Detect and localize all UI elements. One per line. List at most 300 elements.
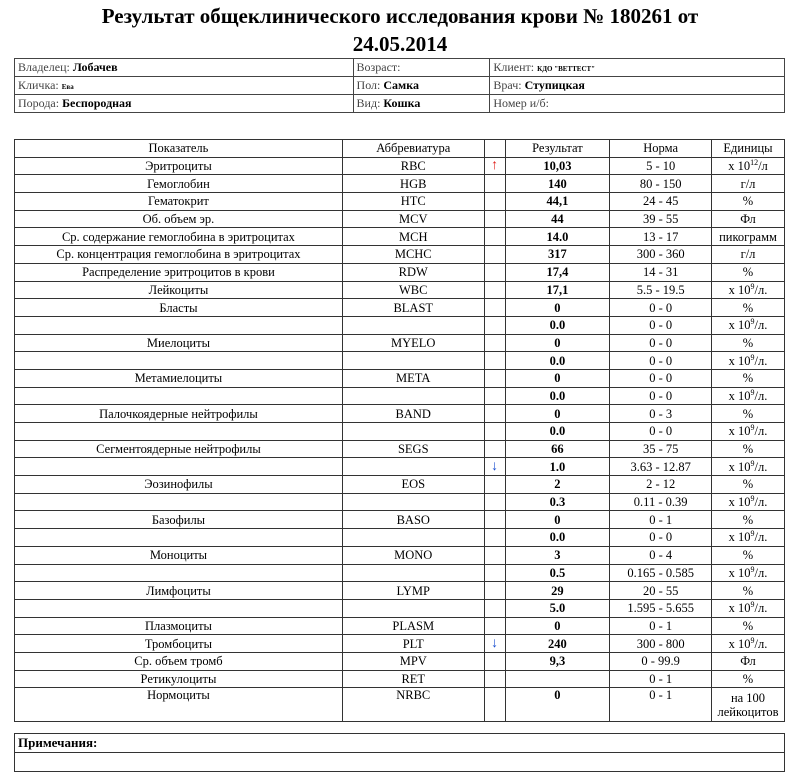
row-name: Сегментоядерные нейтрофилы (15, 440, 343, 458)
header-result: Результат (505, 140, 610, 158)
row-units (712, 529, 785, 547)
row-norm: 0 - 0 (610, 316, 712, 334)
row-units (712, 670, 785, 688)
row-flag (484, 316, 505, 334)
row-abbr: PLT (342, 635, 484, 653)
unit-base: % (742, 300, 754, 315)
row-flag (484, 405, 505, 423)
unit-tail: /л. (754, 424, 768, 439)
info-row-1 (15, 59, 785, 77)
unit-exponent: 9 (750, 600, 755, 610)
arrow-up-icon: ↑ (484, 157, 505, 175)
row-name (15, 423, 343, 441)
unit-tail: /л. (754, 388, 768, 403)
unit-base: % (742, 194, 754, 209)
unit-exponent: 9 (750, 529, 755, 539)
row-flag (484, 193, 505, 211)
row-result: 1.0 (505, 458, 610, 476)
table-row (15, 334, 785, 352)
row-units (712, 599, 785, 617)
row-flag (484, 263, 505, 281)
row-norm: 13 - 17 (610, 228, 712, 246)
row-units (712, 334, 785, 352)
row-norm: 80 - 150 (610, 175, 712, 193)
table-row (15, 193, 785, 211)
row-result: 5.0 (505, 599, 610, 617)
row-result: 0.3 (505, 493, 610, 511)
sex-cell (353, 77, 490, 95)
row-norm: 0 - 1 (610, 688, 712, 722)
row-units (712, 546, 785, 564)
row-result: 44,1 (505, 193, 610, 211)
table-row (15, 635, 785, 653)
row-abbr: MYELO (342, 334, 484, 352)
client-value: КДО "ВЕТТЕСТ" (537, 65, 596, 73)
row-units (712, 193, 785, 211)
row-norm: 0 - 0 (610, 529, 712, 547)
row-result: 0.0 (505, 387, 610, 405)
unit-base: x 10 (728, 636, 751, 651)
table-row (15, 157, 785, 175)
row-flag (484, 352, 505, 370)
sex-value: Самка (383, 78, 419, 92)
row-result: 0.0 (505, 316, 610, 334)
row-name (15, 316, 343, 334)
arrow-down-icon: ↓ (484, 635, 505, 653)
row-units (712, 210, 785, 228)
unit-tail: /л. (754, 282, 768, 297)
row-abbr (342, 458, 484, 476)
unit-exponent: 12 (750, 157, 759, 167)
table-row (15, 458, 785, 476)
row-abbr: MCHC (342, 246, 484, 264)
unit-base: пикограмм (719, 229, 777, 244)
results-header-row (15, 140, 785, 158)
table-row (15, 405, 785, 423)
table-row (15, 546, 785, 564)
title-line-2: 24.05.2014 (352, 32, 448, 56)
unit-tail: /л. (754, 565, 768, 580)
sex-label: Пол: (356, 78, 381, 92)
notes-label: Примечания: (18, 735, 98, 750)
unit-tail: /л. (754, 636, 768, 651)
row-abbr: BLAST (342, 299, 484, 317)
row-flag (484, 228, 505, 246)
row-units (712, 299, 785, 317)
unit-base: % (742, 512, 754, 527)
row-units (712, 440, 785, 458)
table-row-nrbc (15, 688, 785, 722)
row-name: Бласты (15, 299, 343, 317)
title-line-1: Результат общеклинического исследования крови № 180261 от (101, 4, 699, 28)
row-result: 0 (505, 299, 610, 317)
row-abbr: MCH (342, 228, 484, 246)
row-norm: 2 - 12 (610, 476, 712, 494)
table-row (15, 476, 785, 494)
row-abbr (342, 493, 484, 511)
table-row (15, 511, 785, 529)
table-row (15, 387, 785, 405)
unit-base: г/л (740, 176, 756, 191)
table-row (15, 246, 785, 264)
row-name: Ср. содержание гемоглобина в эритроцитах (15, 228, 343, 246)
unit-tail: /л. (754, 459, 768, 474)
row-norm: 0 - 4 (610, 546, 712, 564)
table-row (15, 599, 785, 617)
row-result: 17,4 (505, 263, 610, 281)
row-name (15, 387, 343, 405)
species-cell (353, 95, 490, 113)
row-flag (484, 476, 505, 494)
row-abbr: META (342, 369, 484, 387)
unit-exponent: 9 (750, 281, 755, 291)
history-cell (490, 95, 785, 113)
unit-exponent: 9 (750, 635, 755, 645)
table-row (15, 564, 785, 582)
table-row (15, 440, 785, 458)
unit-base: % (742, 406, 754, 421)
unit-tail: /л. (754, 495, 768, 510)
row-result: 2 (505, 476, 610, 494)
row-result: 17,1 (505, 281, 610, 299)
row-flag (484, 440, 505, 458)
row-name: Лейкоциты (15, 281, 343, 299)
table-row (15, 316, 785, 334)
row-name: Базофилы (15, 511, 343, 529)
row-flag (484, 299, 505, 317)
unit-base: % (742, 548, 754, 563)
breed-label: Порода: (18, 96, 60, 110)
row-units (712, 405, 785, 423)
row-abbr: MCV (342, 210, 484, 228)
row-name: Об. объем эр. (15, 210, 343, 228)
row-units (712, 175, 785, 193)
row-abbr: LYMP (342, 582, 484, 600)
row-result: 44 (505, 210, 610, 228)
row-result: 0.0 (505, 352, 610, 370)
history-label: Номер и/б: (493, 96, 549, 110)
row-norm: 0.165 - 0.585 (610, 564, 712, 582)
row-result: 14.0 (505, 228, 610, 246)
client-cell (490, 59, 785, 77)
row-result: 0 (505, 688, 610, 722)
row-abbr: RET (342, 670, 484, 688)
row-norm: 0 - 0 (610, 299, 712, 317)
row-flag (484, 387, 505, 405)
unit-base: Фл (740, 654, 756, 669)
row-units (712, 387, 785, 405)
unit-base: % (742, 442, 754, 457)
notes-content (15, 753, 785, 772)
header-units: Единицы (712, 140, 785, 158)
unit-exponent: 9 (750, 387, 755, 397)
row-abbr (342, 423, 484, 441)
row-abbr: BAND (342, 405, 484, 423)
breed-cell (15, 95, 354, 113)
header-norm: Норма (610, 140, 712, 158)
unit-base: x 10 (728, 565, 751, 580)
owner-value: Лобачев (72, 60, 118, 74)
row-units (712, 423, 785, 441)
row-abbr (342, 564, 484, 582)
row-result: 0.5 (505, 564, 610, 582)
notes-table (14, 733, 785, 772)
row-norm: 5 - 10 (610, 157, 712, 175)
unit-base: Фл (740, 212, 756, 227)
row-flag (484, 529, 505, 547)
row-name: Распределение эритроцитов в крови (15, 263, 343, 281)
unit-exponent: 9 (750, 423, 755, 433)
row-name: Палочкоядерные нейтрофилы (15, 405, 343, 423)
table-row (15, 175, 785, 193)
row-name (15, 564, 343, 582)
unit-base: % (742, 371, 754, 386)
row-flag (484, 493, 505, 511)
unit-base: x 10 (728, 424, 751, 439)
owner-label: Владелец: (18, 60, 70, 74)
row-name: Гематокрит (15, 193, 343, 211)
row-norm: 24 - 45 (610, 193, 712, 211)
row-name (15, 352, 343, 370)
row-name: Моноциты (15, 546, 343, 564)
row-units (712, 511, 785, 529)
nickname-label: Кличка: (18, 78, 59, 92)
row-name (15, 458, 343, 476)
table-row (15, 228, 785, 246)
unit-base: % (742, 335, 754, 350)
row-name (15, 529, 343, 547)
table-row (15, 670, 785, 688)
row-units (712, 352, 785, 370)
row-result: 0 (505, 511, 610, 529)
row-name: Ретикулоциты (15, 670, 343, 688)
row-name (15, 599, 343, 617)
header-abbr: Аббревиатура (342, 140, 484, 158)
row-name: Нормоциты (15, 688, 343, 722)
row-units (712, 246, 785, 264)
row-result: 140 (505, 175, 610, 193)
row-abbr: HGB (342, 175, 484, 193)
row-flag (484, 617, 505, 635)
row-flag (484, 334, 505, 352)
row-norm: 0 - 0 (610, 352, 712, 370)
row-flag (484, 511, 505, 529)
row-result: 317 (505, 246, 610, 264)
row-norm: 0.11 - 0.39 (610, 493, 712, 511)
info-row-3 (15, 95, 785, 113)
table-row (15, 210, 785, 228)
row-norm: 0 - 99.9 (610, 652, 712, 670)
row-units (712, 564, 785, 582)
table-row (15, 582, 785, 600)
row-name: Тромбоциты (15, 635, 343, 653)
unit-base: x 10 (728, 495, 751, 510)
row-abbr: BASO (342, 511, 484, 529)
unit-tail: /л (758, 159, 768, 174)
row-abbr: HTC (342, 193, 484, 211)
row-norm: 1.595 - 5.655 (610, 599, 712, 617)
unit-base: % (742, 618, 754, 633)
unit-tail: /л. (754, 530, 768, 545)
row-flag (484, 423, 505, 441)
header-flag (484, 140, 505, 158)
unit-base: x 10 (728, 159, 751, 174)
table-row (15, 299, 785, 317)
row-norm: 0 - 0 (610, 334, 712, 352)
row-norm: 300 - 360 (610, 246, 712, 264)
row-name: Плазмоциты (15, 617, 343, 635)
row-norm: 0 - 0 (610, 369, 712, 387)
row-flag (484, 210, 505, 228)
row-flag (484, 369, 505, 387)
unit-tail: /л. (754, 318, 768, 333)
notes-row-empty (15, 753, 785, 772)
row-abbr (342, 387, 484, 405)
row-flag (484, 652, 505, 670)
unit-base: % (742, 583, 754, 598)
row-result: 3 (505, 546, 610, 564)
unit-exponent: 9 (750, 493, 755, 503)
row-flag (484, 175, 505, 193)
row-result: 10,03 (505, 157, 610, 175)
unit-base: x 10 (728, 601, 751, 616)
row-units (712, 652, 785, 670)
row-abbr (342, 599, 484, 617)
row-abbr (342, 352, 484, 370)
row-flag (484, 546, 505, 564)
row-abbr: NRBC (342, 688, 484, 722)
row-units (712, 157, 785, 175)
row-abbr: MONO (342, 546, 484, 564)
row-result: 66 (505, 440, 610, 458)
table-row (15, 281, 785, 299)
age-cell (353, 59, 490, 77)
unit-exponent: 9 (750, 458, 755, 468)
row-result: 0 (505, 369, 610, 387)
row-result: 0.0 (505, 529, 610, 547)
row-norm: 0 - 1 (610, 511, 712, 529)
row-norm: 5.5 - 19.5 (610, 281, 712, 299)
patient-info-table (14, 58, 785, 113)
row-abbr: PLASM (342, 617, 484, 635)
row-units (712, 476, 785, 494)
row-norm: 0 - 0 (610, 423, 712, 441)
doctor-label: Врач: (493, 78, 522, 92)
row-flag (484, 688, 505, 722)
row-result: 29 (505, 582, 610, 600)
unit-base: % (742, 265, 754, 280)
row-name: Эозинофилы (15, 476, 343, 494)
row-name: Ср. объем тромб (15, 652, 343, 670)
row-flag (484, 599, 505, 617)
row-units (712, 635, 785, 653)
row-flag (484, 670, 505, 688)
row-abbr: RBC (342, 157, 484, 175)
row-flag (484, 246, 505, 264)
row-name (15, 493, 343, 511)
row-name: Ср. концентрация гемоглобина в эритроцитах (15, 246, 343, 264)
unit-base: x 10 (728, 318, 751, 333)
row-norm: 0 - 1 (610, 670, 712, 688)
nickname-cell (15, 77, 354, 95)
row-units (712, 582, 785, 600)
arrow-down-icon: ↓ (484, 458, 505, 476)
row-units (712, 316, 785, 334)
row-units (712, 458, 785, 476)
table-row (15, 369, 785, 387)
row-norm: 0 - 1 (610, 617, 712, 635)
client-label: Клиент: (493, 60, 535, 74)
units-line-1: на 100 (730, 690, 766, 705)
row-result: 240 (505, 635, 610, 653)
row-result: 9,3 (505, 652, 610, 670)
row-units (712, 228, 785, 246)
unit-exponent: 9 (750, 352, 755, 362)
unit-base: x 10 (728, 388, 751, 403)
unit-tail: /л. (754, 353, 768, 368)
table-row (15, 423, 785, 441)
row-norm: 300 - 800 (610, 635, 712, 653)
results-table (14, 139, 785, 722)
unit-base: x 10 (728, 353, 751, 368)
row-norm: 0 - 3 (610, 405, 712, 423)
species-value: Кошка (383, 96, 421, 110)
row-units (712, 281, 785, 299)
row-norm: 39 - 55 (610, 210, 712, 228)
unit-base: г/л (740, 247, 756, 262)
row-name: Метамиелоциты (15, 369, 343, 387)
row-abbr (342, 529, 484, 547)
row-result: 0 (505, 617, 610, 635)
row-norm: 20 - 55 (610, 582, 712, 600)
unit-exponent: 9 (750, 317, 755, 327)
row-abbr: RDW (342, 263, 484, 281)
unit-base: x 10 (728, 282, 751, 297)
report-title (0, 2, 800, 58)
row-norm: 14 - 31 (610, 263, 712, 281)
info-row-2 (15, 77, 785, 95)
row-abbr (342, 316, 484, 334)
row-units (712, 688, 785, 722)
unit-base: x 10 (728, 459, 751, 474)
age-label: Возраст: (356, 60, 401, 74)
row-result: 0 (505, 405, 610, 423)
row-units (712, 263, 785, 281)
unit-tail: /л. (754, 601, 768, 616)
header-indicator: Показатель (15, 140, 343, 158)
nickname-value: Ева (61, 83, 74, 91)
table-row (15, 529, 785, 547)
row-units (712, 369, 785, 387)
row-name: Эритроциты (15, 157, 343, 175)
breed-value: Беспородная (62, 96, 132, 110)
row-norm: 3.63 - 12.87 (610, 458, 712, 476)
table-row (15, 263, 785, 281)
notes-label-cell (15, 734, 785, 753)
unit-base: x 10 (728, 530, 751, 545)
row-name: Миелоциты (15, 334, 343, 352)
unit-exponent: 9 (750, 564, 755, 574)
units-line-2: лейкоцитов (717, 704, 779, 719)
row-result: 0.0 (505, 423, 610, 441)
row-name: Лимфоциты (15, 582, 343, 600)
row-units (712, 617, 785, 635)
row-result: 0 (505, 334, 610, 352)
row-abbr: MPV (342, 652, 484, 670)
row-norm: 0 - 0 (610, 387, 712, 405)
row-abbr: EOS (342, 476, 484, 494)
species-label: Вид: (356, 96, 381, 110)
